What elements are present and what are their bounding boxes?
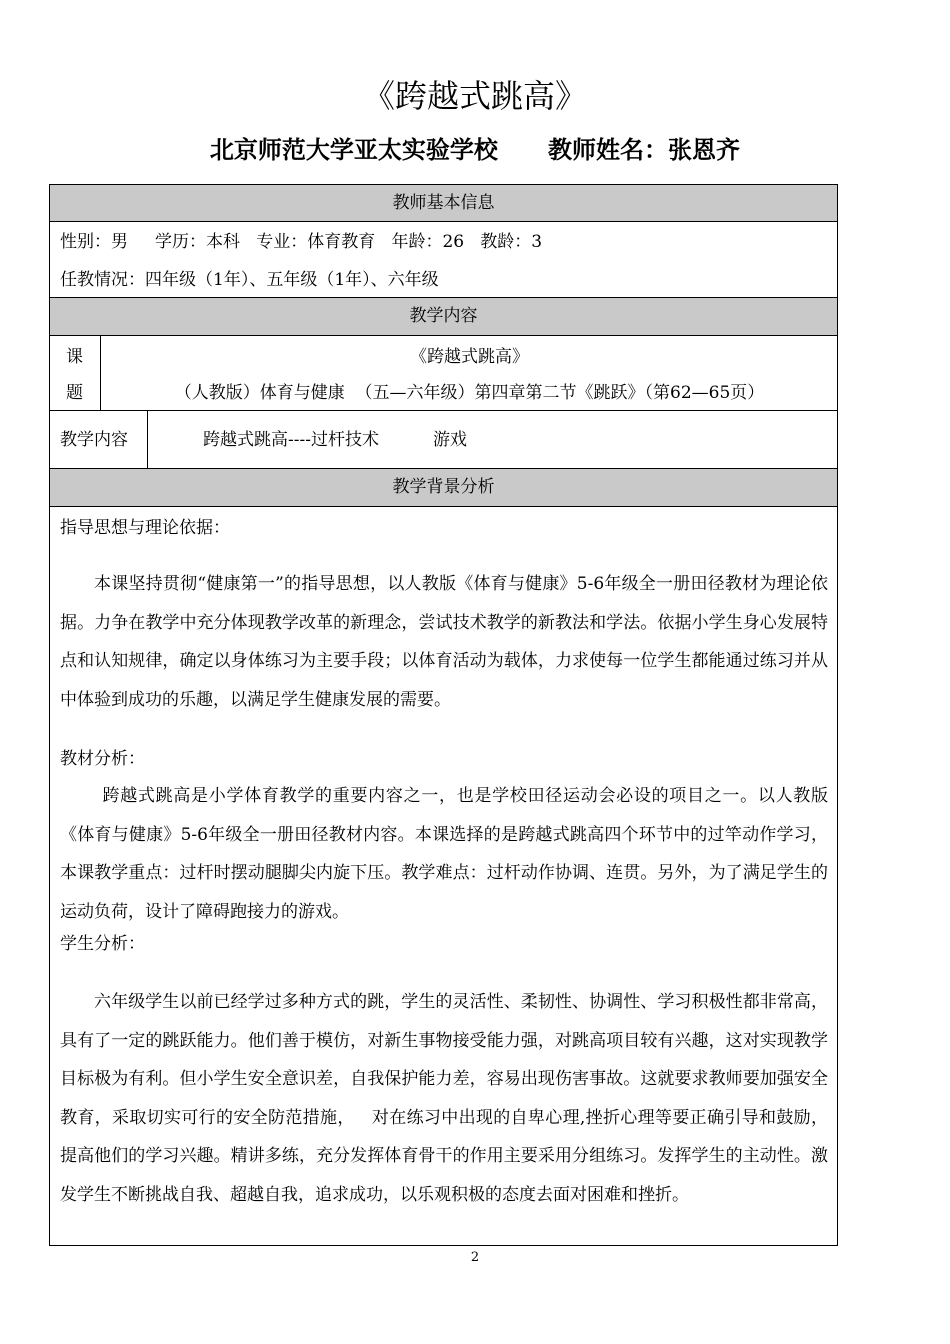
- content-divider: [147, 411, 148, 468]
- lesson-plan-table: [49, 184, 838, 1246]
- material-paragraph: 跨越式跳高是小学体育教学的重要内容之一，也是学校田径运动会必设的项目之一。以人教版《体育与健康》5-6年级全一册田径教材内容。本课选择的是跨越式跳高四个环节中的过竿动作学习，本课教学重点：过杆时摆动腿脚尖内旋下压。教学难点：过杆动作协调、连贯。另外，为了满足学生的运动负荷，设计了障碍跑接力的游戏。: [60, 786, 828, 922]
- page-number: 2: [470, 1250, 480, 1265]
- content-value: 跨越式跳高----过杆技术 游戏: [203, 430, 468, 450]
- teaching-content-header: 教学内容: [50, 298, 837, 336]
- topic-source: （人教版）体育与健康 （五—六年级）第四章第二节《跳跃》（第62—65页）: [174, 383, 765, 403]
- content-label: 教学内容: [60, 430, 128, 450]
- teacher-basic-line: 性别：男 学历：本科 专业：体育教育 年龄：26 教龄：3: [60, 232, 543, 252]
- background-header: 教学背景分析: [50, 469, 837, 507]
- material-heading: 教材分析：: [60, 749, 145, 769]
- divider: [50, 410, 837, 411]
- school-teacher-line: 北京师范大学亚太实验学校 教师姓名：张恩齐: [209, 136, 741, 164]
- document-title: 《跨越式跳高》: [362, 77, 587, 115]
- teacher-assignment-line: 任教情况：四年级（1年）、五年级（1年）、六年级: [60, 270, 439, 290]
- student-heading: 学生分析：: [60, 934, 145, 954]
- topic-label-char-2: 题: [66, 383, 83, 403]
- guiding-paragraph: 本课坚持贯彻“健康第一”的指导思想，以人教版《体育与健康》5-6年级全一册田径教材为理论依据。力争在教学中充分体现教学改革的新理念，尝试技术教学的新教法和学法。依据小学生身心发展特点和认知规律，确定以身体练习为主要手段；以体育活动为载体，力求使每一位学生都能通过练习并从中体验到成功的乐趣，以满足学生健康发展的需要。: [60, 574, 828, 710]
- topic-label-char-1: 课: [66, 347, 83, 367]
- topic-title: 《跨越式跳高》: [410, 347, 529, 367]
- student-paragraph: 六年级学生以前已经学过多种方式的跳，学生的灵活性、柔韧性、协调性、学习积极性都非常高，具有了一定的跳跃能力。他们善于模仿，对新生事物接受能力强，对跳高项目较有兴趣，这对实现教学目标极为有利。但小学生安全意识差，自我保护能力差，容易出现伤害事故。这就要求教师要加强安全教育，采取切实可行的安全防范措施， 对在练习中出现的自卑心理,挫折心理等要正确引导和鼓励，提高他们的学习兴趣。精讲多练，充分发挥体育骨干的作用主要采用分组练习。发挥学生的主动性。激发学生不断挑战自我、超越自我，追求成功，以乐观积极的态度去面对困难和挫折。: [60, 992, 828, 1205]
- teacher-info-header: 教师基本信息: [50, 185, 837, 222]
- guiding-heading: 指导思想与理论依据：: [60, 518, 230, 538]
